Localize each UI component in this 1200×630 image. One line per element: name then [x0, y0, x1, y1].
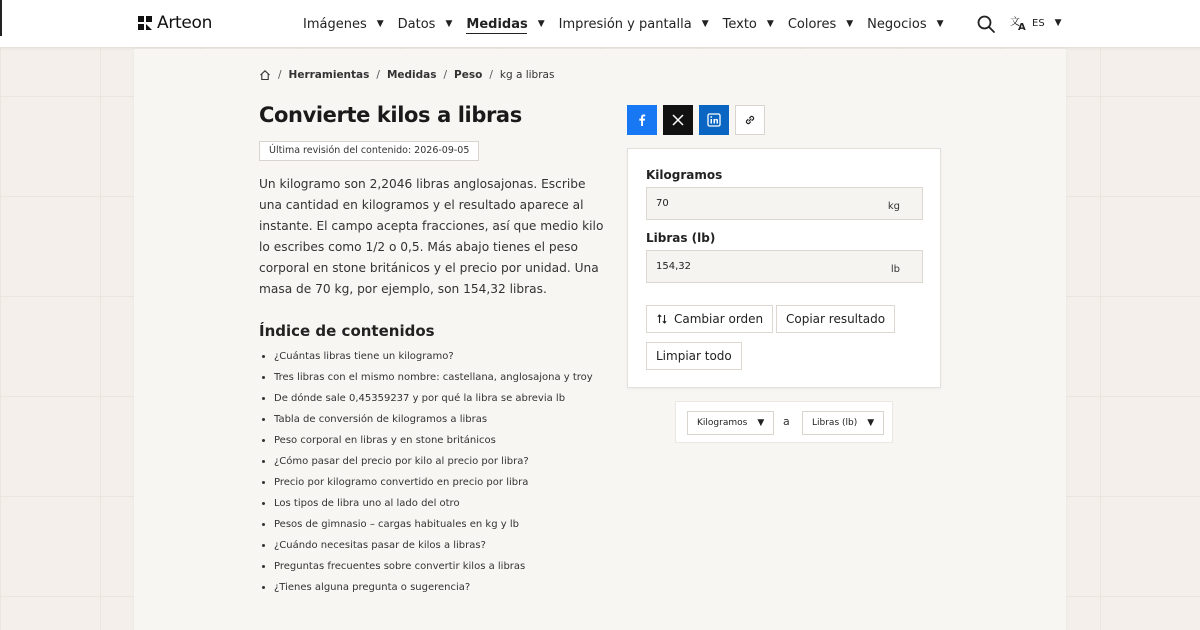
translate-icon — [1010, 15, 1028, 31]
copy-result-button[interactable] — [776, 305, 895, 333]
toc-title: Índice de contenidos — [259, 322, 435, 340]
language-switcher[interactable] — [1010, 15, 1062, 31]
toc-link[interactable]: ¿Tienes alguna pregunta o sugerencia? — [259, 579, 593, 600]
caret-down-icon: ▼ — [867, 418, 875, 428]
share-bar — [627, 105, 765, 135]
toc-link[interactable]: De dónde sale 0,45359237 y por qué la libra se abrevia lb — [259, 390, 593, 411]
to-unit-select[interactable] — [802, 411, 884, 435]
caret-down-icon: ▼ — [846, 19, 854, 29]
nav-label: Colores — [787, 16, 837, 32]
nav-item-datos[interactable] — [398, 0, 453, 48]
content-card — [134, 49, 1066, 630]
pounds-input[interactable] — [647, 251, 877, 282]
brand-logo[interactable] — [137, 13, 212, 33]
nav-label: Medidas — [466, 16, 528, 32]
home-icon[interactable] — [259, 69, 271, 81]
copy-link-button[interactable] — [735, 105, 765, 135]
nav-item-imagenes[interactable] — [303, 0, 384, 48]
toc-link[interactable]: Precio por kilogramo convertido en precio por libra — [259, 474, 593, 495]
breadcrumb-separator: / — [443, 69, 448, 81]
swap-arrows-icon — [656, 313, 668, 325]
from-unit-select[interactable] — [687, 411, 774, 435]
kilograms-unit: kg — [887, 201, 900, 212]
toc-link[interactable]: ¿Cuándo necesitas pasar de kilos a libras? — [259, 537, 593, 558]
nav-label: Impresión y pantalla — [558, 16, 692, 32]
breadcrumb-item-medidas[interactable]: Medidas — [386, 69, 437, 81]
copy-result-label: Copiar resultado — [786, 312, 886, 326]
toc-link[interactable]: Pesos de gimnasio – cargas habituales en kg y lb — [259, 516, 593, 537]
from-unit-value: Kilogramos — [697, 418, 748, 428]
clear-all-button[interactable] — [646, 342, 742, 370]
swap-order-label: Cambiar orden — [674, 312, 764, 326]
breadcrumb-separator: / — [278, 69, 282, 81]
caret-down-icon: ▼ — [537, 19, 545, 29]
share-facebook-button[interactable] — [627, 105, 657, 135]
intro-paragraph: Un kilogramo son 2,2046 libras anglosajonas. Escribe una cantidad en kilogramos y el resultado aparece al instante. El campo acepta fracciones, así que medio kilo lo escribes como 1/2 o 0,5. Más abajo tienes el peso corporal en stone británicos y el precio por unidad. Una masa de 70 kg, por ejemplo, son 154,32 libras. — [259, 177, 604, 296]
brand-name: Arteon — [157, 13, 213, 33]
caret-down-icon: ▼ — [376, 19, 384, 29]
share-x-button[interactable] — [663, 105, 693, 135]
language-code: ES — [1032, 17, 1045, 29]
swap-order-button[interactable] — [646, 305, 773, 333]
nav-item-negocios[interactable] — [867, 0, 943, 48]
unit-connector: a — [783, 415, 790, 428]
pounds-unit: lb — [890, 264, 900, 275]
caret-down-icon: ▼ — [1054, 18, 1062, 28]
to-unit-value: Libras (lb) — [812, 418, 858, 428]
nav-item-impresion[interactable] — [559, 0, 709, 48]
x-icon — [671, 113, 685, 127]
converter-panel — [627, 148, 941, 388]
unit-selector — [675, 401, 893, 443]
link-icon — [743, 113, 757, 127]
pounds-field[interactable] — [646, 250, 923, 283]
breadcrumb-separator: / — [376, 69, 380, 81]
nav-item-colores[interactable] — [788, 0, 853, 48]
pounds-label: Libras (lb) — [646, 231, 716, 245]
nav-item-medidas[interactable] — [466, 0, 544, 48]
nav-label: Texto — [722, 16, 757, 32]
toc-link[interactable]: Preguntas frecuentes sobre convertir kilos a libras — [259, 558, 593, 579]
site-header — [0, 0, 1200, 48]
search-icon[interactable] — [976, 14, 996, 34]
window-edge — [0, 0, 2, 36]
nav-label: Negocios — [867, 16, 927, 32]
clear-all-label: Limpiar todo — [656, 349, 732, 363]
caret-down-icon: ▼ — [757, 418, 765, 428]
breadcrumb — [259, 69, 554, 81]
breadcrumb-item-herramientas[interactable]: Herramientas — [288, 69, 370, 81]
kilograms-field[interactable] — [646, 187, 923, 220]
svg-text:A: A — [1018, 22, 1026, 31]
caret-down-icon: ▼ — [936, 19, 944, 29]
facebook-icon — [635, 113, 649, 127]
caret-down-icon: ▼ — [445, 19, 453, 29]
revision-badge: Última revisión del contenido: 2026-09-05 — [259, 141, 479, 161]
toc-link[interactable]: Los tipos de libra uno al lado del otro — [259, 495, 593, 516]
nav-label: Datos — [397, 16, 436, 32]
toc-link[interactable]: ¿Cuántas libras tiene un kilogramo? — [259, 348, 593, 369]
main-nav — [303, 0, 958, 48]
nav-item-texto[interactable] — [723, 0, 774, 48]
breadcrumb-separator: / — [489, 69, 493, 81]
toc-link[interactable]: Tabla de conversión de kilogramos a libras — [259, 411, 593, 432]
table-of-contents — [259, 348, 593, 600]
breadcrumb-item-peso[interactable]: Peso — [454, 69, 483, 81]
kilograms-label: Kilogramos — [646, 168, 723, 182]
caret-down-icon: ▼ — [766, 19, 774, 29]
caret-down-icon: ▼ — [701, 19, 709, 29]
svg-text:文: 文 — [1010, 17, 1020, 28]
toc-link[interactable]: Tres libras con el mismo nombre: castellana, anglosajona y troy — [259, 369, 593, 390]
page-title: Convierte kilos a libras — [259, 103, 522, 127]
logo-mark-icon — [137, 15, 153, 31]
share-linkedin-button[interactable] — [699, 105, 729, 135]
breadcrumb-current: kg a libras — [499, 69, 555, 81]
linkedin-icon — [707, 113, 721, 127]
nav-label: Imágenes — [303, 16, 367, 32]
toc-link[interactable]: Peso corporal en libras y en stone británicos — [259, 432, 593, 453]
kilograms-input[interactable] — [647, 188, 877, 219]
toc-link[interactable]: ¿Cómo pasar del precio por kilo al precio por libra? — [259, 453, 593, 474]
